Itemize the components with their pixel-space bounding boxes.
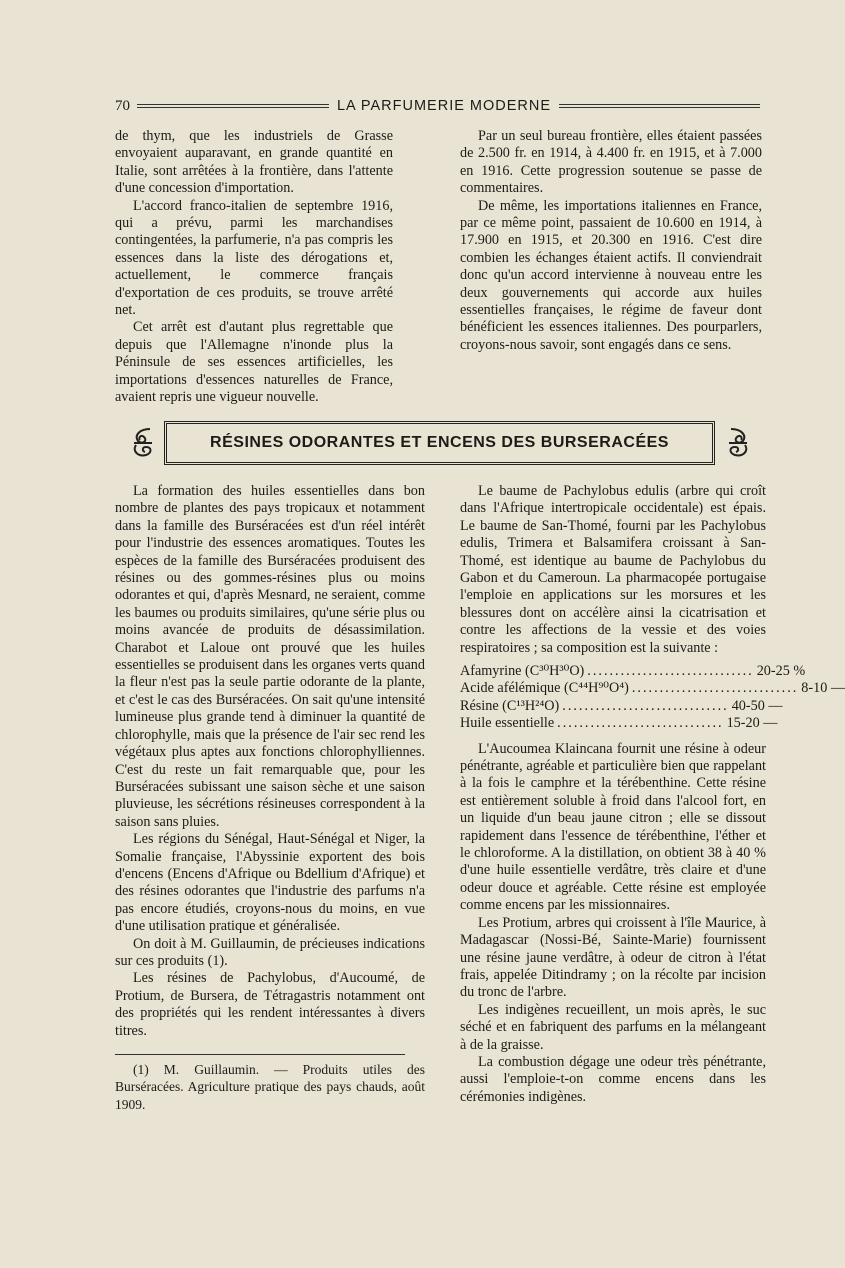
- fleuron-right-icon: [725, 425, 751, 461]
- component-name: Afamyrine (C³⁰H³⁰O): [460, 663, 585, 680]
- paragraph: On doit à M. Guillaumin, de précieuses indications sur ces produits (1).: [115, 935, 425, 969]
- column-right-bottom: [460, 483, 845, 1106]
- column-left-top: [115, 128, 393, 407]
- table-row: [460, 680, 845, 697]
- running-header: [115, 96, 760, 116]
- paragraph: La combustion dégage une odeur très pénétrante, aussi l'emploie-t-on comme encens dans les cérémonies indigènes.: [460, 1053, 766, 1105]
- paragraph: L'accord franco-italien de septembre 1916, qui a prévu, parmi les marchandises contingentées, la parfumerie, n'a pas compris les essences dans la liste des dérogations et, actuellement, le commerce français d'exportation de ces produits, se trouve arrêté net.: [115, 197, 393, 319]
- leader-dots: ..............................: [587, 663, 754, 680]
- paragraph: De même, les importations italiennes en France, par ce même point, passaient de 10.600 en 1914, à 17.900 en 1915, et 20.300 en 1916. C'est dire combien les échanges étaient actifs. Il conviendrait donc qu'un accord intervienne à nouveau entre les deux gouvernements qui accorde aux huiles essentielles françaises, le régime de faveur dont bénéficient les essences italiennes. Des pourparlers, croyons-nous savoir, sont engagés dans ce sens.: [460, 197, 762, 353]
- leader-dots: ..............................: [562, 697, 729, 714]
- paragraph: Les régions du Sénégal, Haut-Sénégal et Niger, la Somalie française, l'Abyssinie exportent des bois d'encens (Encens d'Afrique ou Bdellium d'Afrique) et des résines odorantes que l'industrie des parfums n'a pas encore étudiés, croyons-nous du moins, en vue d'une utilisation pratique et généralisée.: [115, 831, 425, 935]
- leader-dots: ..............................: [631, 680, 799, 697]
- component-value: 40-50 —: [731, 697, 783, 714]
- component-value: 20-25 %: [756, 663, 806, 680]
- column-left-bottom: [115, 483, 425, 1113]
- table-row: [460, 697, 783, 715]
- paragraph: La formation des huiles essentielles dans bon nombre de plantes des pays tropicaux et notamment dans la famille des Burséracées est d'un réel intérêt pour l'industrie des essences aromatiques. Toutes les espèces de la famille des Burséracées produisent des résines ou des gommes-résines plus ou moins odorantes et qui, d'après Mesnard, ne seraient, comme les baumes ou produits similaires, qu'une série plus ou moins avancée de produits de désassimilation. Charabot et Laloue ont prouvé que les huiles essentielles se produisent dans les organes verts quand la fleur n'est pas la seule partie odorante de la plante, et c'est le cas des Burséracées. On sait qu'une intensité lumineuse plus grande tend à diminuer la quantité de chlorophylle, mais que la présence de l'air sec rend les végétaux plus aptes aux fonctions chlorophylliennes. C'est du reste un fait remarquable que, pour les Burséracées subissant une saison sèche et une saison pluvieuse, les sécrétions résineuses correspondent à la saison sans pluies.: [115, 483, 425, 830]
- footnote: (1) M. Guillaumin. — Produits utiles des Burséracées. Agriculture pratique des pays chauds, août 1909.: [115, 1062, 425, 1112]
- component-value: 8-10 —: [801, 680, 845, 697]
- paragraph: L'Aucoumea Klaincana fournit une résine à odeur pénétrante, agréable et particulière bien que rappelant à la fois le camphre et la térébenthine. Cette résine est entièrement soluble à froid dans l'alcool fort, en un liquide d'un beau jaune citron ; elle se dissout rapidement dans l'essence de térébenthine, l'éther et le chloroforme. A la distillation, on obtient 38 à 40 % d'une huile essentielle verdâtre, très claire et d'une odeur douce et agréable. Cette résine est employée comme encens par les missionnaires.: [460, 740, 766, 914]
- component-value: 15-20 —: [726, 715, 778, 732]
- component-name: Huile essentielle: [460, 715, 555, 732]
- journal-title: LA PARFUMERIE MODERNE: [336, 98, 552, 114]
- paragraph: Par un seul bureau frontière, elles étaient passées de 2.500 fr. en 1914, à 4.400 fr. en 1915, et à 7.000 en 1916. Cette progression soutenue se passe de commentaires.: [460, 128, 762, 197]
- header-rule-right: [559, 104, 760, 108]
- footnote-rule: [115, 1054, 405, 1055]
- composition-table: [460, 663, 845, 733]
- component-name: Résine (C¹³H²⁴O): [460, 697, 560, 714]
- column-right-top: [460, 128, 762, 354]
- header-rule-left: [137, 104, 329, 108]
- paragraph: de thym, que les industriels de Grasse envoyaient auparavant, en grande quantité en Italie, sont arrêtées à la frontière, dans l'attente d'une concession d'importation.: [115, 128, 393, 197]
- section-banner: [130, 417, 755, 469]
- paragraph: Cet arrêt est d'autant plus regrettable que depuis que l'Allemagne n'inonde plus la Péninsule de ses essences artificielles, les importations d'essences naturelles de France, avaient repris une vigueur nouvelle.: [115, 319, 393, 406]
- section-title-box: [164, 421, 715, 465]
- section-title: RÉSINES ODORANTES ET ENCENS DES BURSERACÉES: [210, 434, 669, 451]
- table-row: [460, 663, 806, 680]
- component-name: Acide afélémique (C⁴⁴H⁹⁰O⁴): [460, 680, 629, 697]
- paragraph: Les indigènes recueillent, un mois après, le suc séché et en fabriquent des parfums en la mélangeant à de la graisse.: [460, 1001, 766, 1053]
- paragraph: Les Protium, arbres qui croissent à l'île Maurice, à Madagascar (Nossi-Bé, Sainte-Marie) fournissent une résine jaune verdâtre, à odeur de citron à l'état frais, appelée Ditindramy ; on la récolte par incision du tronc de l'arbre.: [460, 914, 766, 1001]
- page-number: 70: [115, 98, 130, 114]
- leader-dots: ..............................: [557, 715, 724, 732]
- paragraph: Le baume de Pachylobus edulis (arbre qui croît dans l'Afrique intertropicale occidentale) est épais. Le baume de San-Thomé, fourni par les Pachylobus edulis, Trimera et Balsamifera croissant à San-Thomé, est identique au baume de Pachylobus du Gabon et du Cameroun. La pharmacopée portugaise l'emploie en applications sur les morsures et les blessures dont on accélère ainsi la cicatrisation et contre les affections de la vessie et des voies respiratoires ; sa composition est la suivante :: [460, 483, 766, 656]
- table-row: [460, 715, 778, 732]
- fleuron-left-icon: [130, 425, 156, 461]
- paragraph: Les résines de Pachylobus, d'Aucoumé, de Protium, de Bursera, de Tétragastris notamment ont des propriétés qui les rendent intéressantes à divers titres.: [115, 970, 425, 1039]
